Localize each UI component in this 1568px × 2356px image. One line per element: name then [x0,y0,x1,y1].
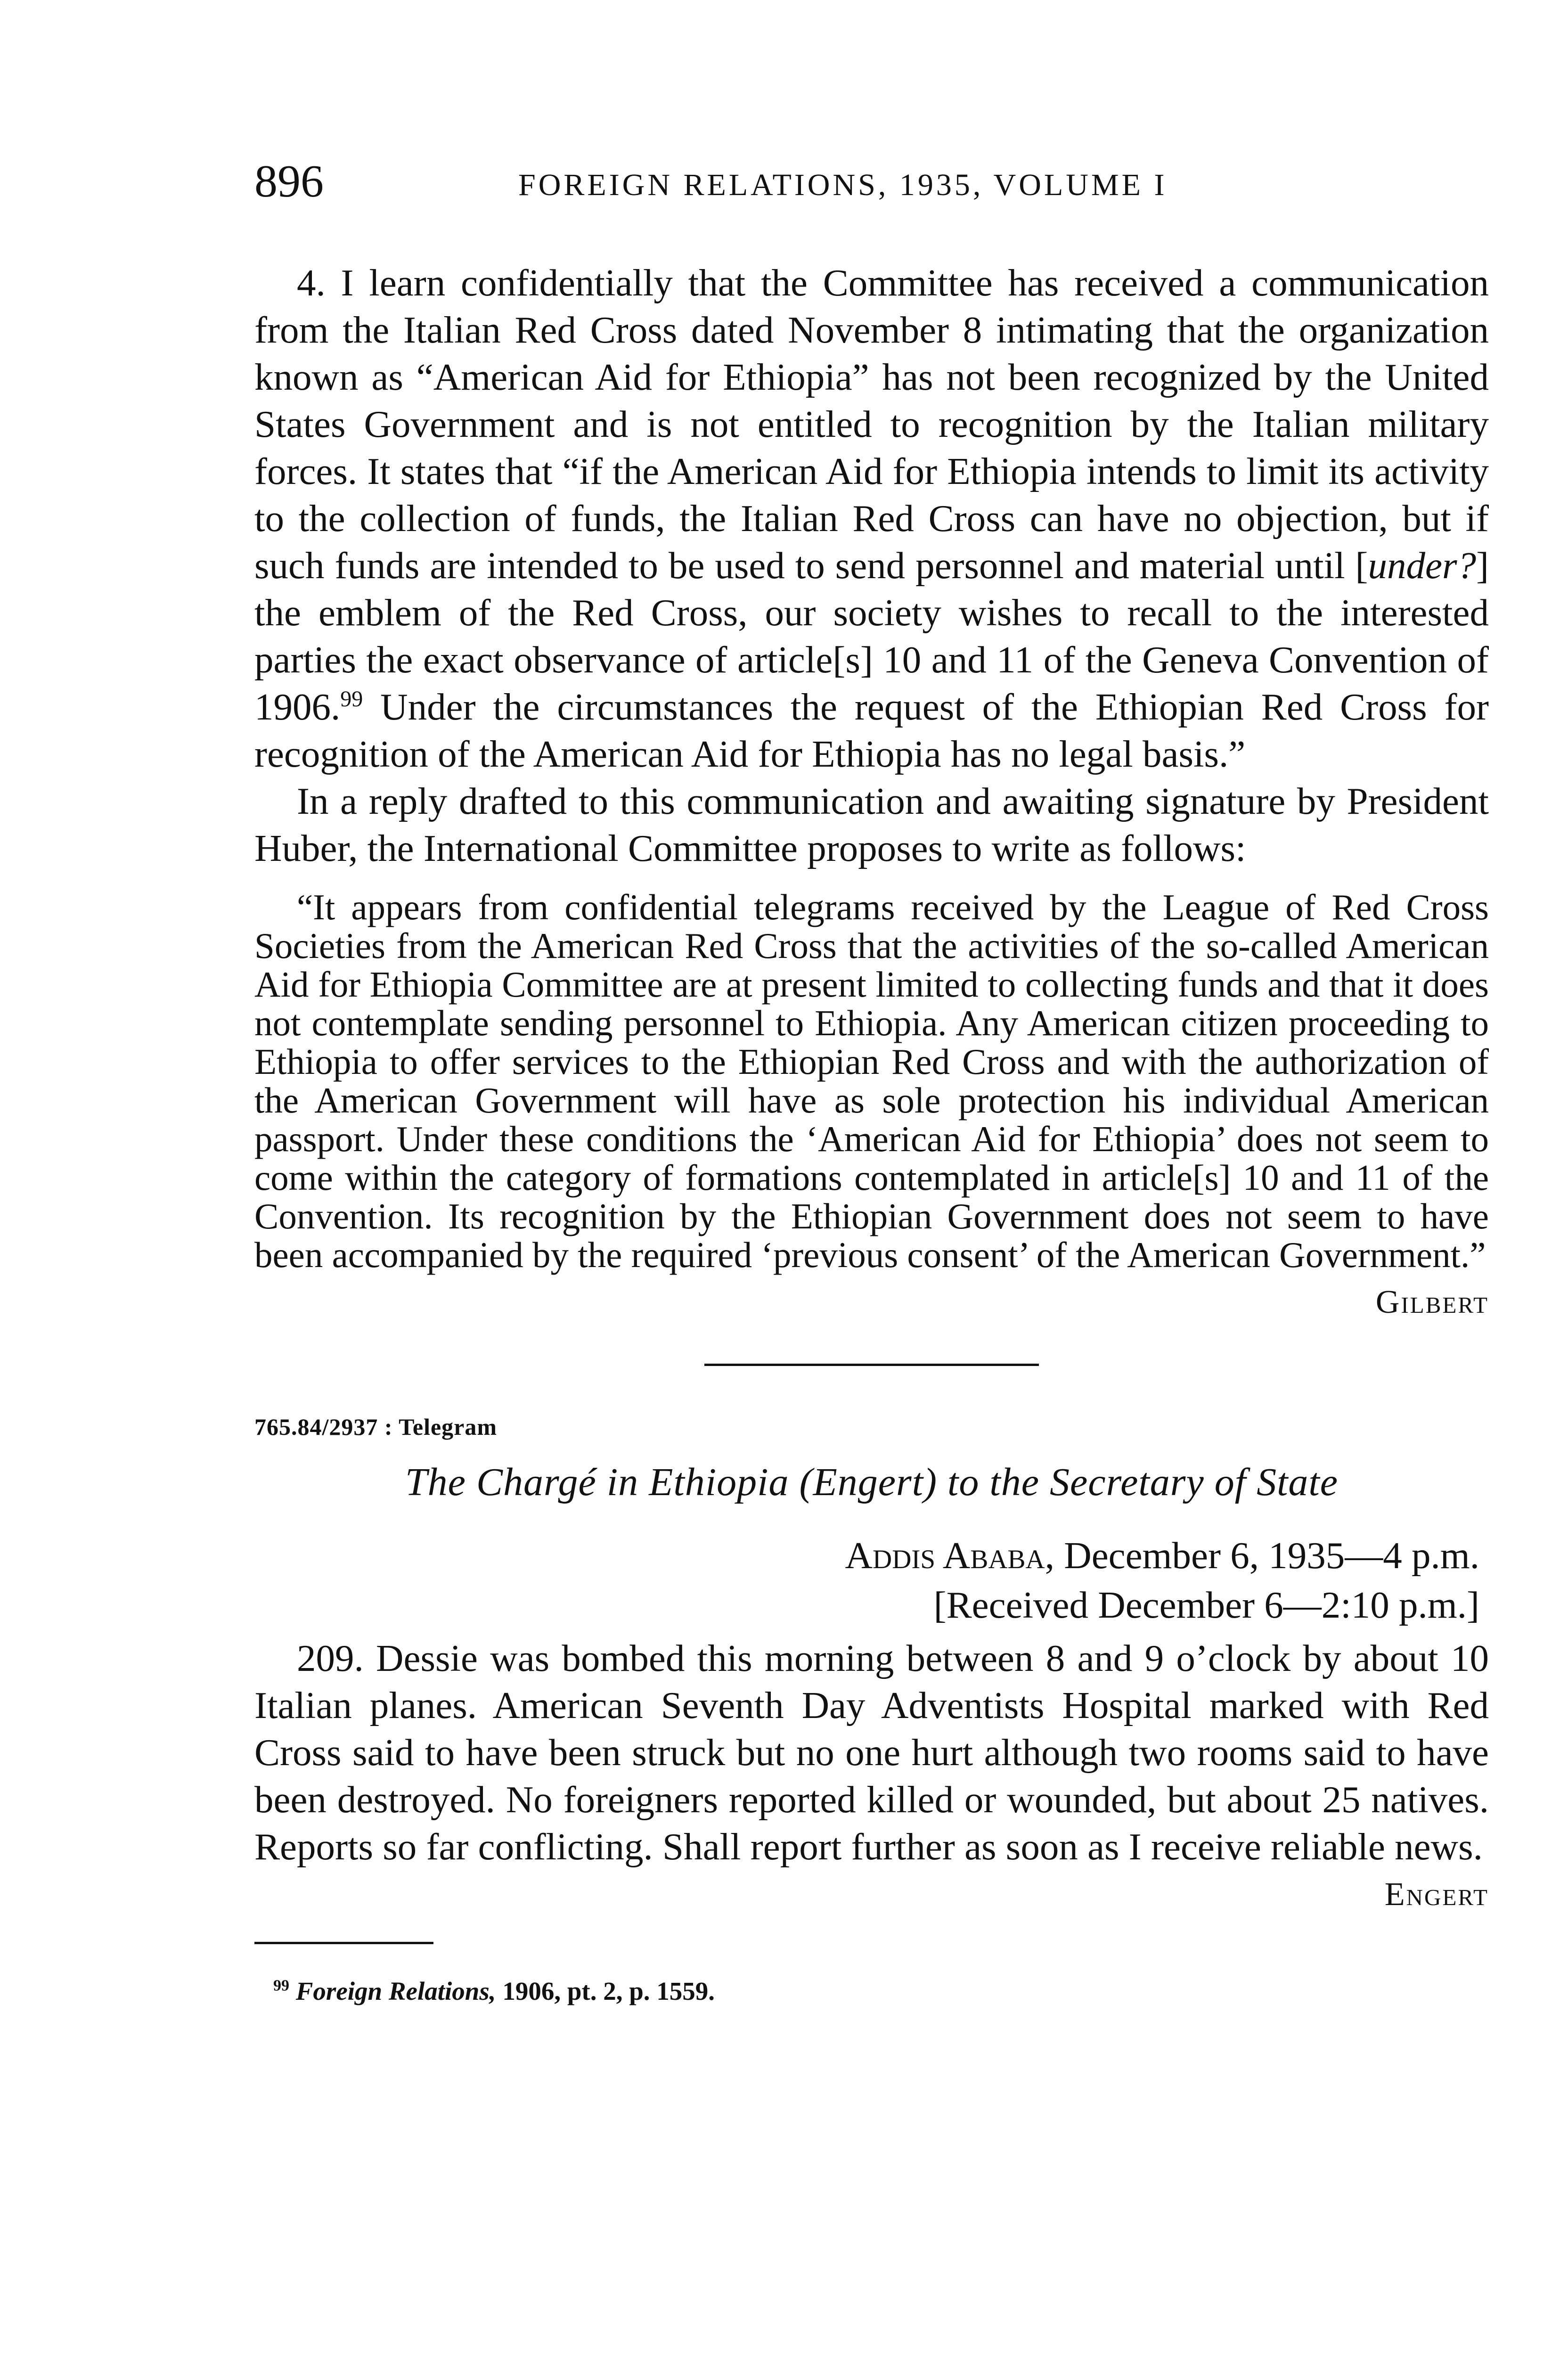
reply-paragraph: In a reply drafted to this communication and awaiting signature by President Huber, the International Committee proposes to write as follows: [254,780,1489,869]
signature-gilbert: Gilbert [1375,1284,1489,1320]
signature-engert: Engert [1384,1876,1489,1913]
footnote-text: 1906, pt. 2, p. 1559. [496,1977,715,2005]
paragraph-4 [254,259,1489,777]
editorial-insertion: under? [1368,544,1477,587]
paragraph-4-text-c: Under the circumstances the request of the Ethiopian Red Cross for recognition of the American Aid for Ethiopia has no legal basis.” [254,686,1489,775]
footnote [254,1976,1489,2006]
paragraph-4-text-a: 4. I learn confidentially that the Committee has received a communication from the Italian Red Cross dated November 8 intimating that the organization known as “American Aid for Ethiopia” has not been recognized by the United States Government and is not entitled to recognition by the Italian military forces. It states that “if the American Aid for Ethiopia intends to limit its activity to the collection of funds, the Italian Red Cross can have no objection, but if such funds are intended to be used to send personnel and material until [ [254,262,1489,587]
document-title: The Chargé in Ethiopia (Engert) to the Secretary of State [405,1460,1339,1504]
received-line: [Received December 6—2:10 p.m.] [933,1584,1479,1626]
dateline-date: December 6, 1935—4 p.m. [1054,1534,1479,1577]
dateline-place: Addis Ababa, [845,1534,1054,1577]
file-reference: 765.84/2937 : Telegram [254,1414,498,1440]
section-divider [704,1364,1039,1366]
signature-row [254,1274,1489,1320]
page-header [254,155,1489,207]
footnote-mark: 99 [273,1977,289,1995]
dateline [254,1531,1489,1580]
footnote-divider [254,1942,433,1944]
page-number: 896 [254,156,324,207]
footnote-title: Foreign Relations, [295,1977,496,2005]
document-page [254,155,1489,2006]
telegram-body: 209. Dessie was bombed this morning between 8 and 9 o’clock by about 10 Italian planes. American Seventh Day Adventists Hospital marked with Red Cross said to have been struck but no one hurt although two rooms said to have been destroyed. No foreigners reported killed or wounded, but about 25 natives. Reports so far conflicting. Shall report further as soon as I receive reliable news. [254,1637,1489,1868]
paragraph-4-text-b: ] the emblem of the Red Cross, our society wishes to recall to the interested parties the exact observance of article[s] 10 and 11 of the Geneva Convention of 1906. [254,544,1489,728]
footnote-reference: 99 [340,687,363,712]
block-quote: “It appears from confidential telegrams received by the League of Red Cross Societies from the American Red Cross that the activities of the so-called American Aid for Ethiopia Committee are at present limited to collecting funds and that it does not contemplate sending personnel to Ethiopia. Any American citizen proceeding to Ethiopia to offer services to the Ethiopian Red Cross and with the authorization of the American Government will have as sole protection his individual American passport. Under these conditions the ‘American Aid for Ethiopia’ does not seem to come within the category of formations contemplated in article[s] 10 and 11 of the Convention. Its recognition by the Ethiopian Government does not seem to have been accompanied by the required ‘previous consent’ of the American Government.” [254,887,1489,1275]
running-title: FOREIGN RELATIONS, 1935, VOLUME I [518,168,1168,202]
